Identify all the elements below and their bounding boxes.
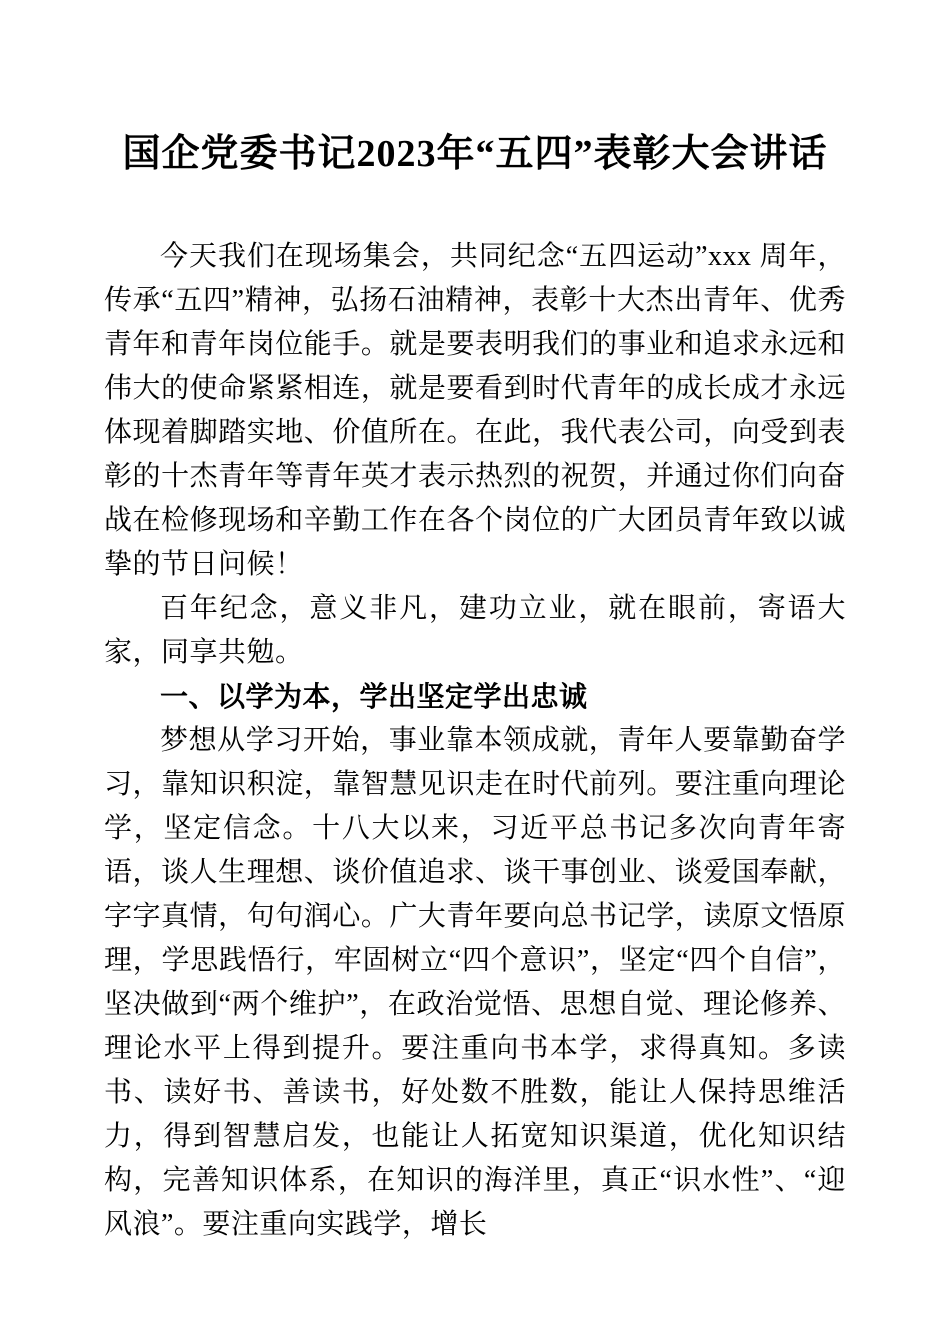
document-title: 国企党委书记2023年“五四”表彰大会讲话 (122, 133, 828, 175)
paragraph-opening: 今天我们在现场集会，共同纪念“五四运动”xxx 周年，传承“五四”精神，弘扬石油精神，表彰十大杰出青年、优秀青年和青年岗位能手。就是要表明我们的事业和追求永远和伟大的使命紧紧相连，就是要看到时代青年的成长成才永远体现着脚踏实地、价值所在。在此，我代表公司，向受到表彰的十杰青年等青年英才表示热烈的祝贺，并通过你们向奋战在检修现场和辛勤工作在各个岗位的广大团员青年致以诚挚的节日问候！ (104, 241, 846, 580)
paragraph-centennial: 百年纪念，意义非凡，建功立业，就在眼前，寄语大家，同享共勉。 (104, 593, 846, 668)
section-heading-1: 一、以学为本，学出坚定学出忠诚 (160, 681, 588, 712)
paragraph-section-1-body: 梦想从学习开始，事业靠本领成就，青年人要靠勤奋学习，靠知识积淀，靠智慧见识走在时代前列。要注重向理论学，坚定信念。十八大以来，习近平总书记多次向青年寄语，谈人生理想、谈价值追求、谈干事创业、谈爱国奉献，字字真情，句句润心。广大青年要向总书记学，读原文悟原理，学思践悟行，牢固树立“四个意识”，坚定“四个自信”，坚决做到“两个维护”，在政治觉悟、思想自觉、理论修养、理论水平上得到提升。要注重向书本学，求得真知。多读书、读好书、善读书，好处数不胜数，能让人保持思维活力，得到智慧启发，也能让人拓宽知识渠道，优化知识结构，完善知识体系，在知识的海洋里，真正“识水性”、“迎风浪”。要注重向实践学，增长 (104, 725, 846, 1240)
